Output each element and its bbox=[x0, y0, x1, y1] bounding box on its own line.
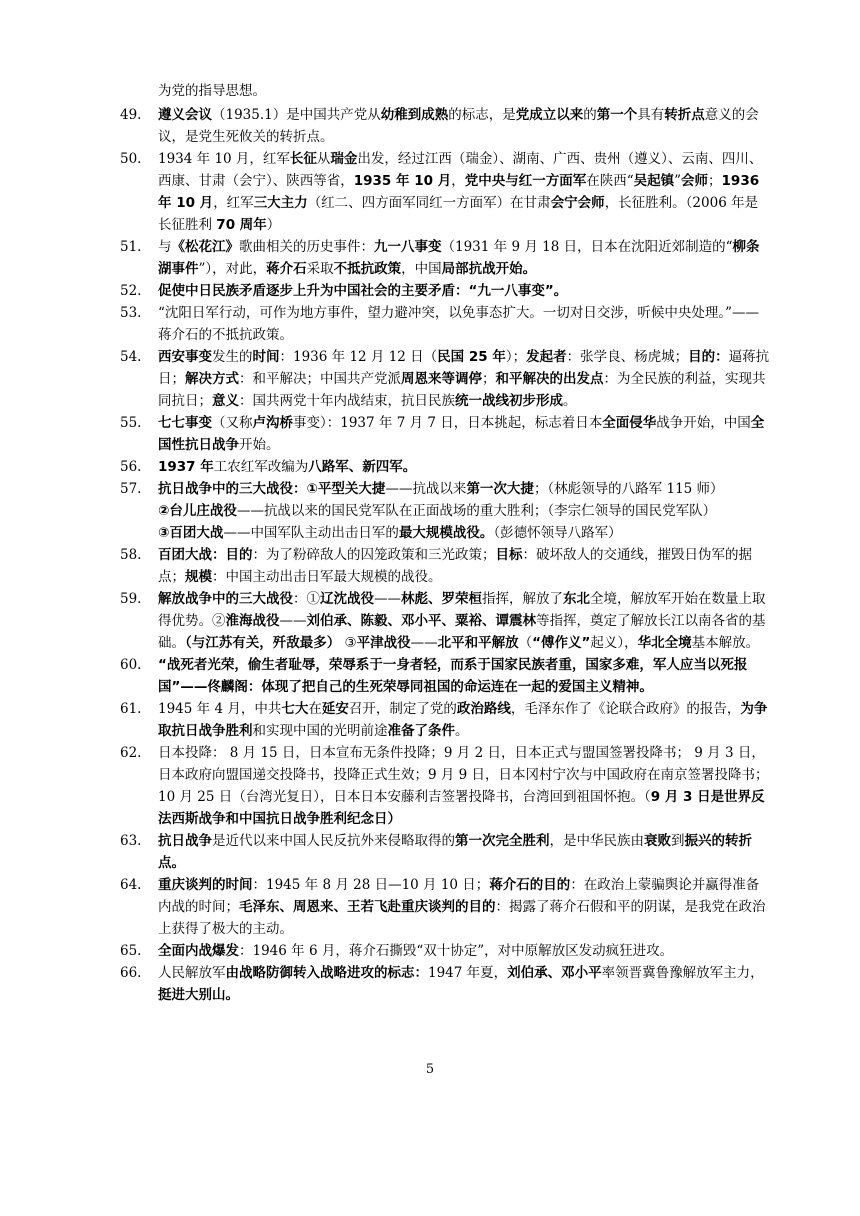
list-item bbox=[120, 940, 770, 962]
item-number: 53. bbox=[120, 305, 142, 321]
item-number: 51. bbox=[120, 239, 142, 255]
plain-text: ：为了粉碎敌人的囚笼政策和三光政策； bbox=[252, 547, 496, 563]
bold-text: “战死者光荣，偷生者耻辱，荣辱系于一身者轻，而系于国家民族者重，国家多难，军人应当以死报国”——佟麟阁：体现了把自己的生死荣辱同祖国的命运连在一起的爱国主义精神。 bbox=[158, 657, 748, 695]
item-text bbox=[158, 830, 770, 874]
item-number: 59. bbox=[120, 591, 142, 607]
list-item bbox=[120, 412, 770, 456]
bold-text: 幼稚到成熟 bbox=[380, 107, 449, 123]
plain-text: ：破坏敌人的交通线，摧毁日伪军的据点； bbox=[158, 547, 752, 585]
plain-text: 基本解放。 bbox=[691, 635, 760, 651]
plain-text: ， bbox=[451, 173, 465, 189]
list-item bbox=[120, 874, 770, 940]
plain-text: 逼蒋抗日； bbox=[158, 349, 770, 387]
bold-text: 周恩来等调停 bbox=[401, 371, 482, 387]
plain-text: 从 bbox=[316, 151, 331, 167]
plain-text: ③ bbox=[340, 635, 357, 651]
bold-text: 全面侵华 bbox=[602, 415, 657, 431]
bold-text: 辽沈战役 bbox=[320, 591, 374, 607]
plain-text: ：中国主动出击日军最大规模的战役。 bbox=[212, 569, 442, 585]
bold-text: 70 周年 bbox=[216, 217, 267, 233]
item-number: 52. bbox=[120, 283, 142, 299]
plain-text: （又称 bbox=[212, 415, 253, 431]
bold-text: 1936 年 10 月 bbox=[158, 173, 760, 211]
item-number: 54. bbox=[120, 349, 142, 365]
plain-text: 。 bbox=[455, 723, 469, 739]
item-number: 61. bbox=[120, 701, 142, 717]
plain-text: ：① bbox=[293, 591, 320, 607]
item-number: 55. bbox=[120, 415, 142, 431]
bold-text: 时间 bbox=[252, 349, 280, 365]
item-number: 56. bbox=[120, 459, 142, 475]
bold-text: 瑞金 bbox=[330, 151, 358, 167]
plain-text: 等指挥，奠定了解放长江以南各省的基础。 bbox=[158, 613, 766, 651]
plain-text: 歌曲相关的历史事件： bbox=[239, 239, 374, 255]
item-text bbox=[158, 302, 770, 346]
bold-text: 七七事变 bbox=[158, 415, 212, 431]
bold-text: 三大主力 bbox=[253, 195, 308, 211]
list-item bbox=[120, 104, 770, 148]
bold-text: ②台儿庄战役 bbox=[158, 503, 237, 519]
list-item bbox=[120, 478, 770, 544]
item-number: 58. bbox=[120, 547, 142, 563]
plain-text: 采取 bbox=[306, 261, 334, 277]
bold-text: 北平和平解放 bbox=[437, 635, 519, 651]
bold-text: 不抵抗政策 bbox=[333, 261, 402, 277]
plain-text: 召开，制定了党的 bbox=[348, 701, 457, 717]
plain-text: ，中国 bbox=[401, 261, 442, 277]
list-item bbox=[120, 236, 770, 280]
bold-text: 《松花江》 bbox=[171, 239, 239, 255]
list-item bbox=[120, 654, 770, 698]
list-item bbox=[120, 280, 770, 302]
bold-text: 规模 bbox=[185, 569, 212, 585]
bold-text: 延安 bbox=[321, 701, 349, 717]
bold-text: 解决方式 bbox=[185, 371, 239, 387]
plain-text: 工农红军改编为 bbox=[213, 459, 309, 475]
plain-text: ：和平解决；中国共产党派 bbox=[239, 371, 401, 387]
plain-text: ；（林彪领导的八路军 115 师） bbox=[533, 481, 724, 497]
page-number: 5 bbox=[425, 1062, 435, 1077]
item-text bbox=[158, 962, 770, 1006]
bold-text: 东北 bbox=[563, 591, 590, 607]
bold-text: 林彪、罗荣桓 bbox=[401, 591, 482, 607]
bold-text: 振兴的转折点。 bbox=[158, 833, 752, 871]
item-number: 65. bbox=[120, 943, 142, 959]
item-text bbox=[158, 346, 770, 412]
plain-text: 意义的会议，是党生死攸关的转折点。 bbox=[158, 107, 759, 145]
bold-text: 挺进大别山。 bbox=[158, 987, 239, 1003]
bold-text: 刘伯承、邓小平 bbox=[507, 965, 602, 981]
bold-text: 刘伯承、陈毅、邓小平、粟裕、谭震林 bbox=[306, 613, 536, 629]
plain-text: 和实现中国的光明前途 bbox=[252, 723, 388, 739]
bold-text: （与江苏有关，歼敌最多） bbox=[185, 635, 341, 651]
item-text bbox=[158, 940, 770, 962]
item-number: 49. bbox=[120, 107, 142, 123]
item-text bbox=[158, 698, 770, 742]
item-text bbox=[158, 588, 770, 654]
bold-text: 第一次大捷 bbox=[466, 481, 534, 497]
plain-text: （ bbox=[518, 635, 533, 651]
list-item bbox=[120, 698, 770, 742]
list-item bbox=[120, 346, 770, 412]
item-number: 57. bbox=[120, 481, 142, 497]
bold-text: 转折点 bbox=[664, 107, 705, 123]
plain-text: 1945 年 4 月，中共 bbox=[158, 701, 282, 717]
bold-text: 九一八事变 bbox=[374, 239, 442, 255]
bold-text: ③百团大战 bbox=[158, 525, 224, 541]
bold-text: 吴起镇 bbox=[633, 173, 675, 189]
item-number: 50. bbox=[120, 151, 142, 167]
list-item bbox=[120, 148, 770, 236]
plain-text: ：揭露了蒋介石假和平的阴谋，是我党在政治上获得了极大的主动。 bbox=[158, 899, 766, 937]
item-number: 60. bbox=[120, 657, 142, 673]
plain-text: （红二、四方面军同红一方面军）在甘肃 bbox=[307, 195, 551, 211]
item-number: 63. bbox=[120, 833, 142, 849]
plain-text: 日本投降： 8 月 15 日，日本宣布无条件投降；9 月 2 日，日本正式与盟国签署投降书； 9 月 3 日，日本政府向盟国递交投降书，投降正式生效；9 月 9 日，日本冈村宁次与中国政府在南京签署投降书；10 月 25 日（台湾光复日），日本日本安藤利吉签署投降书，台湾回到祖国怀抱。（ bbox=[158, 745, 769, 805]
plain-text: ； bbox=[482, 371, 496, 387]
plain-text: ，毛泽东作了《论联合政府》的报告， bbox=[510, 701, 741, 717]
bold-text: 柳条湖事件 bbox=[158, 239, 760, 277]
plain-text: 在陕西“ bbox=[586, 173, 634, 189]
plain-text: 发生的 bbox=[212, 349, 253, 365]
plain-text: ”），对此， bbox=[198, 261, 267, 277]
bold-text: 衰败 bbox=[644, 833, 671, 849]
item-text bbox=[158, 742, 770, 830]
plain-text: 起义）， bbox=[590, 635, 638, 651]
bold-text: 由战略防御转入战略进攻的标志： bbox=[225, 965, 428, 981]
plain-text: 开始。 bbox=[239, 437, 280, 453]
plain-text: ：为全民族的利益，实现共同抗日； bbox=[158, 371, 766, 409]
bold-text: 准备了条件 bbox=[387, 723, 455, 739]
bold-text: 蒋介石 bbox=[266, 261, 307, 277]
plain-text: 1947 年夏， bbox=[428, 965, 508, 981]
item-text bbox=[158, 236, 770, 280]
plain-text: —— bbox=[279, 613, 307, 629]
plain-text: ——中国军队主动出击日军的 bbox=[223, 525, 399, 541]
bold-text: 毛泽东、周恩来、王若飞赴重庆谈判的目的 bbox=[239, 899, 496, 915]
item-text bbox=[158, 456, 770, 478]
plain-text: ； bbox=[708, 173, 722, 189]
item-text bbox=[158, 280, 770, 302]
plain-text: —— bbox=[374, 591, 401, 607]
plain-text: 指挥，解放了 bbox=[482, 591, 563, 607]
plain-text: 的标志，是 bbox=[448, 107, 516, 123]
bold-text: 党成立以来 bbox=[515, 107, 584, 123]
continuation-text: 为党的指导思想。 bbox=[158, 83, 266, 99]
list-item bbox=[120, 456, 770, 478]
plain-text: 全境，解放军开始在数量上取得优势。② bbox=[158, 591, 766, 629]
bold-text: 长征 bbox=[289, 151, 317, 167]
item-text bbox=[158, 148, 770, 236]
bold-text: 1935 年 10 月 bbox=[353, 173, 452, 189]
plain-text: ——抗战以来的国民党军队在正面战场的重大胜利；（李宗仁领导的国民党军队） bbox=[236, 503, 717, 519]
bold-text: 目标 bbox=[495, 547, 523, 563]
bold-text: 第一个 bbox=[596, 107, 638, 123]
bold-text: 淮海战役 bbox=[225, 613, 280, 629]
bold-text: 意义 bbox=[212, 393, 239, 409]
numbered-list bbox=[120, 104, 770, 1006]
bold-text: 和平解决的出发点 bbox=[495, 371, 604, 387]
plain-text: ：1945 年 8 月 28 日—10 月 10 日； bbox=[252, 877, 490, 893]
item-text bbox=[158, 412, 770, 456]
plain-text: ，是中华民族由 bbox=[549, 833, 644, 849]
plain-text: ——抗战以来 bbox=[385, 481, 467, 497]
bold-text: 会师 bbox=[681, 173, 709, 189]
plain-text: 是近代以来中国人民反抗外来侵略取得的 bbox=[212, 833, 455, 849]
item-number: 62. bbox=[120, 745, 142, 761]
bold-text: 民国 25 年 bbox=[437, 349, 506, 365]
bold-text: 局部抗战开始。 bbox=[441, 261, 537, 277]
plain-text: 。 bbox=[563, 393, 577, 409]
bold-text: 七大 bbox=[281, 701, 309, 717]
plain-text: 与 bbox=[158, 239, 172, 255]
list-item bbox=[120, 962, 770, 1006]
plain-text: （1931 年 9 月 18 日，日本在沈阳近郊制造的“ bbox=[441, 239, 733, 255]
list-item bbox=[120, 742, 770, 830]
plain-text: ：1936 年 12 月 12 日（ bbox=[279, 349, 438, 365]
bold-text: 党中央与红一方面军 bbox=[464, 173, 587, 189]
bold-text: 解放战争中的三大战役 bbox=[158, 591, 293, 607]
plain-text: ，红军 bbox=[213, 195, 254, 211]
bold-text: 重庆谈判的时间 bbox=[158, 877, 253, 893]
bold-text: 全面内战爆发 bbox=[158, 943, 239, 959]
plain-text: 出发，经过江西（瑞金）、湖南、广西、贵州（遵义）、云南、四川、西康、甘肃（会宁）、陕西等省， bbox=[158, 151, 763, 189]
plain-text: ：张学良、杨虎城； bbox=[566, 349, 689, 365]
plain-text: 到 bbox=[671, 833, 685, 849]
item-text bbox=[158, 104, 770, 148]
plain-text: 人民解放军 bbox=[158, 965, 226, 981]
bold-text: 全国性抗日战争 bbox=[158, 415, 765, 453]
plain-text: ” bbox=[674, 173, 682, 189]
bold-text: 卢沟桥 bbox=[252, 415, 293, 431]
plain-text: 在 bbox=[308, 701, 322, 717]
plain-text: ）； bbox=[505, 349, 527, 365]
list-item bbox=[120, 302, 770, 346]
list-item bbox=[120, 544, 770, 588]
item-number: 64. bbox=[120, 877, 142, 893]
plain-text: 事变）：1937 年 7 月 7 日，日本挑起，标志着日本 bbox=[293, 415, 603, 431]
bold-text: 百团大战：目的 bbox=[158, 547, 253, 563]
list-item bbox=[120, 588, 770, 654]
plain-text: 的 bbox=[583, 107, 597, 123]
item-text bbox=[158, 478, 770, 544]
bold-text: 平津战役 bbox=[356, 635, 411, 651]
item-text bbox=[158, 544, 770, 588]
plain-text: ：国共两党十年内战结束，抗日民族 bbox=[239, 393, 455, 409]
bold-text: 西安事变 bbox=[158, 349, 212, 365]
item-text bbox=[158, 654, 770, 698]
bold-text: 为争取抗日战争胜利 bbox=[158, 701, 768, 739]
bold-text: 发起者 bbox=[526, 349, 567, 365]
bold-text: 八路军、新四军。 bbox=[308, 459, 417, 475]
bold-text: 9 月 3 日是世界反法西斯战争和中国抗日战争胜利纪念日） bbox=[158, 789, 765, 827]
plain-text: 1934 年 10 月，红军 bbox=[158, 151, 290, 167]
list-item bbox=[120, 830, 770, 874]
bold-text: 会宁会师 bbox=[550, 195, 605, 211]
plain-text: ） bbox=[266, 217, 281, 233]
bold-text: 目的： bbox=[688, 349, 729, 365]
bold-text: 政治路线 bbox=[456, 701, 511, 717]
bold-text: 最大规模战役。 bbox=[398, 525, 494, 541]
plain-text: “沈阳日军行动，可作为地方事件，望力避冲突，以免事态扩大。一切对日交涉，听候中央处理。”—— 蒋介石的不抵抗政策。 bbox=[158, 305, 760, 343]
bold-text: 促使中日民族矛盾逐步上升为中国社会的主要矛盾：“九一八事变”。 bbox=[158, 283, 568, 299]
bold-text: 第一次完全胜利 bbox=[455, 833, 550, 849]
bold-text: 1937 年 bbox=[158, 459, 214, 475]
bold-text: 抗日战争中的三大战役：①平型关大捷 bbox=[158, 481, 386, 497]
plain-text: （彭德怀领导八路军） bbox=[493, 525, 622, 541]
bold-text: 华北全境 bbox=[637, 635, 692, 651]
plain-text: —— bbox=[410, 635, 438, 651]
item-text bbox=[158, 874, 770, 940]
plain-text: （1935.1）是中国共产党从 bbox=[212, 107, 381, 123]
plain-text: 具有 bbox=[637, 107, 665, 123]
bold-text: 遵义会议 bbox=[158, 107, 212, 123]
plain-text: ：在政治上蒙骗舆论并赢得准备内战的时间； bbox=[158, 877, 760, 915]
bold-text: 统一战线初步形成 bbox=[455, 393, 563, 409]
bold-text: 抗日战争 bbox=[158, 833, 212, 849]
bold-text: 蒋介石的目的 bbox=[489, 877, 571, 893]
bold-text: “傅作义” bbox=[532, 635, 591, 651]
item-number: 66. bbox=[120, 965, 142, 981]
plain-text: ：1946 年 6 月，蒋介石撕毁“双十协定”，对中原解放区发动疯狂进攻。 bbox=[239, 943, 674, 959]
plain-text: ，长征胜利。（2006 年是长征胜利 bbox=[158, 195, 759, 233]
plain-text: 战争开始，中国 bbox=[656, 415, 751, 431]
plain-text: 率领晋冀鲁豫解放军主力， bbox=[601, 965, 764, 981]
